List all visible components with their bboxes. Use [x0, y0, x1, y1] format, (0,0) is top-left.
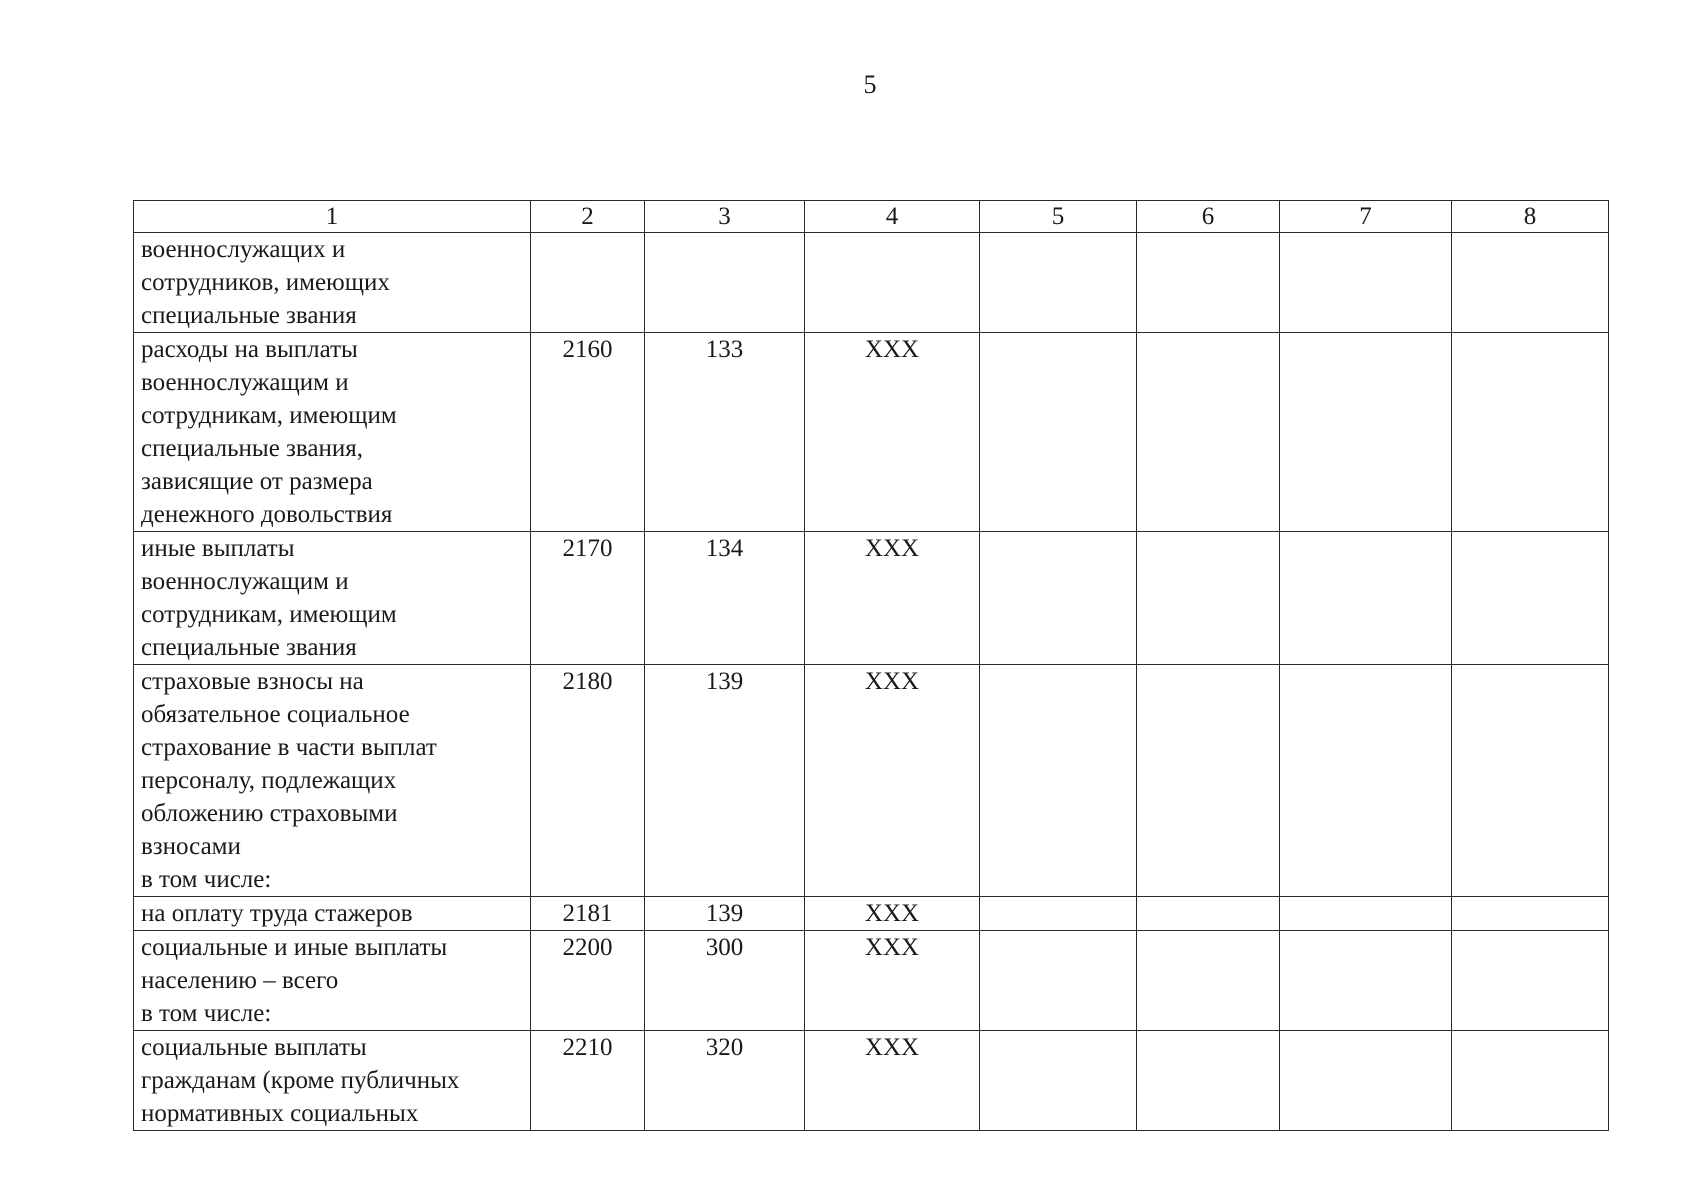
table-cell-col-6	[1137, 233, 1280, 333]
row-label-line: в том числе:	[141, 866, 272, 893]
row-label-line: денежного довольствия	[141, 501, 393, 528]
table-row	[134, 1031, 1609, 1131]
table-cell-col-5	[980, 665, 1137, 897]
row-label-line: специальные звания	[141, 302, 357, 329]
row-label-cell	[134, 665, 531, 897]
table-row	[134, 532, 1609, 665]
column-header: 5	[980, 201, 1137, 233]
row-label-line: гражданам (кроме публичных	[141, 1067, 460, 1094]
table-cell-col-6	[1137, 1031, 1280, 1131]
table-cell-col-4: XXX	[805, 665, 980, 897]
row-label-line: взносами	[141, 833, 241, 860]
column-header: 2	[531, 201, 645, 233]
table-cell-col-7	[1280, 1031, 1452, 1131]
table-cell-col-7	[1280, 931, 1452, 1031]
table-cell-col-8	[1452, 532, 1609, 665]
row-label-cell	[134, 333, 531, 532]
table-cell-col-7	[1280, 897, 1452, 931]
column-header: 1	[134, 201, 531, 233]
row-label-line: расходы на выплаты	[141, 336, 358, 363]
table-row	[134, 233, 1609, 333]
row-label-line: военнослужащим и	[141, 568, 349, 595]
table-cell-col-3: 134	[645, 532, 805, 665]
table-cell-col-5	[980, 233, 1137, 333]
table-cell-col-8	[1452, 1031, 1609, 1131]
row-label-cell	[134, 897, 531, 931]
table-cell-col-6	[1137, 665, 1280, 897]
table-row	[134, 897, 1609, 931]
column-header: 3	[645, 201, 805, 233]
row-label-line: обязательное социальное	[141, 701, 410, 728]
table-cell-col-2: 2210	[531, 1031, 645, 1131]
row-label-cell	[134, 1031, 531, 1131]
table-cell-col-4	[805, 233, 980, 333]
table-cell-col-8	[1452, 233, 1609, 333]
table-cell-col-3: 320	[645, 1031, 805, 1131]
table-cell-col-7	[1280, 532, 1452, 665]
row-label-line: страховые взносы на	[141, 668, 364, 695]
table-header-row	[134, 201, 1609, 233]
row-label-cell	[134, 233, 531, 333]
table-cell-col-5	[980, 931, 1137, 1031]
table-cell-col-5	[980, 532, 1137, 665]
row-label-line: страхование в части выплат	[141, 734, 437, 761]
table-cell-col-6	[1137, 897, 1280, 931]
row-label-line: в том числе:	[141, 1000, 272, 1027]
column-header: 6	[1137, 201, 1280, 233]
row-label-cell	[134, 931, 531, 1031]
table-cell-col-6	[1137, 532, 1280, 665]
table-cell-col-3: 139	[645, 897, 805, 931]
table-cell-col-5	[980, 897, 1137, 931]
row-label-line: специальные звания,	[141, 435, 363, 462]
table-cell-col-4: XXX	[805, 1031, 980, 1131]
row-label-line: нормативных социальных	[141, 1100, 419, 1127]
table-cell-col-5	[980, 1031, 1137, 1131]
table-cell-col-3: 139	[645, 665, 805, 897]
row-label-line: зависящие от размера	[141, 468, 373, 495]
column-header: 8	[1452, 201, 1609, 233]
row-label-line: на оплату труда стажеров	[141, 900, 413, 927]
table-cell-col-3: 300	[645, 931, 805, 1031]
row-label-line: обложению страховыми	[141, 800, 398, 827]
table-cell-col-3	[645, 233, 805, 333]
table-cell-col-5	[980, 333, 1137, 532]
table-cell-col-2: 2180	[531, 665, 645, 897]
table-cell-col-6	[1137, 333, 1280, 532]
table-row	[134, 665, 1609, 897]
table-row	[134, 931, 1609, 1031]
row-label-line: специальные звания	[141, 634, 357, 661]
table-cell-col-4: XXX	[805, 532, 980, 665]
table-cell-col-7	[1280, 233, 1452, 333]
table-cell-col-3: 133	[645, 333, 805, 532]
row-label-line: сотрудникам, имеющим	[141, 601, 397, 628]
table-cell-col-8	[1452, 897, 1609, 931]
table-cell-col-8	[1452, 931, 1609, 1031]
table-cell-col-4: XXX	[805, 897, 980, 931]
table-cell-col-4: XXX	[805, 931, 980, 1031]
table-cell-col-6	[1137, 931, 1280, 1031]
row-label-cell	[134, 532, 531, 665]
budget-table	[133, 200, 1609, 1131]
table-cell-col-7	[1280, 333, 1452, 532]
table-cell-col-2: 2160	[531, 333, 645, 532]
table-cell-col-8	[1452, 665, 1609, 897]
row-label-line: военнослужащих и	[141, 236, 346, 263]
column-header: 4	[805, 201, 980, 233]
row-label-line: социальные выплаты	[141, 1034, 367, 1061]
table-cell-col-7	[1280, 665, 1452, 897]
row-label-line: персоналу, подлежащих	[141, 767, 397, 794]
row-label-line: иные выплаты	[141, 535, 295, 562]
row-label-line: сотрудников, имеющих	[141, 269, 390, 296]
row-label-line: населению – всего	[141, 967, 339, 994]
column-header: 7	[1280, 201, 1452, 233]
row-label-line: социальные и иные выплаты	[141, 934, 448, 961]
table-cell-col-2: 2181	[531, 897, 645, 931]
page-number: 5	[863, 70, 877, 99]
table-cell-col-2: 2200	[531, 931, 645, 1031]
table-cell-col-8	[1452, 333, 1609, 532]
row-label-line: военнослужащим и	[141, 369, 349, 396]
table-cell-col-2: 2170	[531, 532, 645, 665]
row-label-line: сотрудникам, имеющим	[141, 402, 397, 429]
table-body	[134, 233, 1609, 1131]
table-cell-col-4: XXX	[805, 333, 980, 532]
table-row	[134, 333, 1609, 532]
table-cell-col-2	[531, 233, 645, 333]
